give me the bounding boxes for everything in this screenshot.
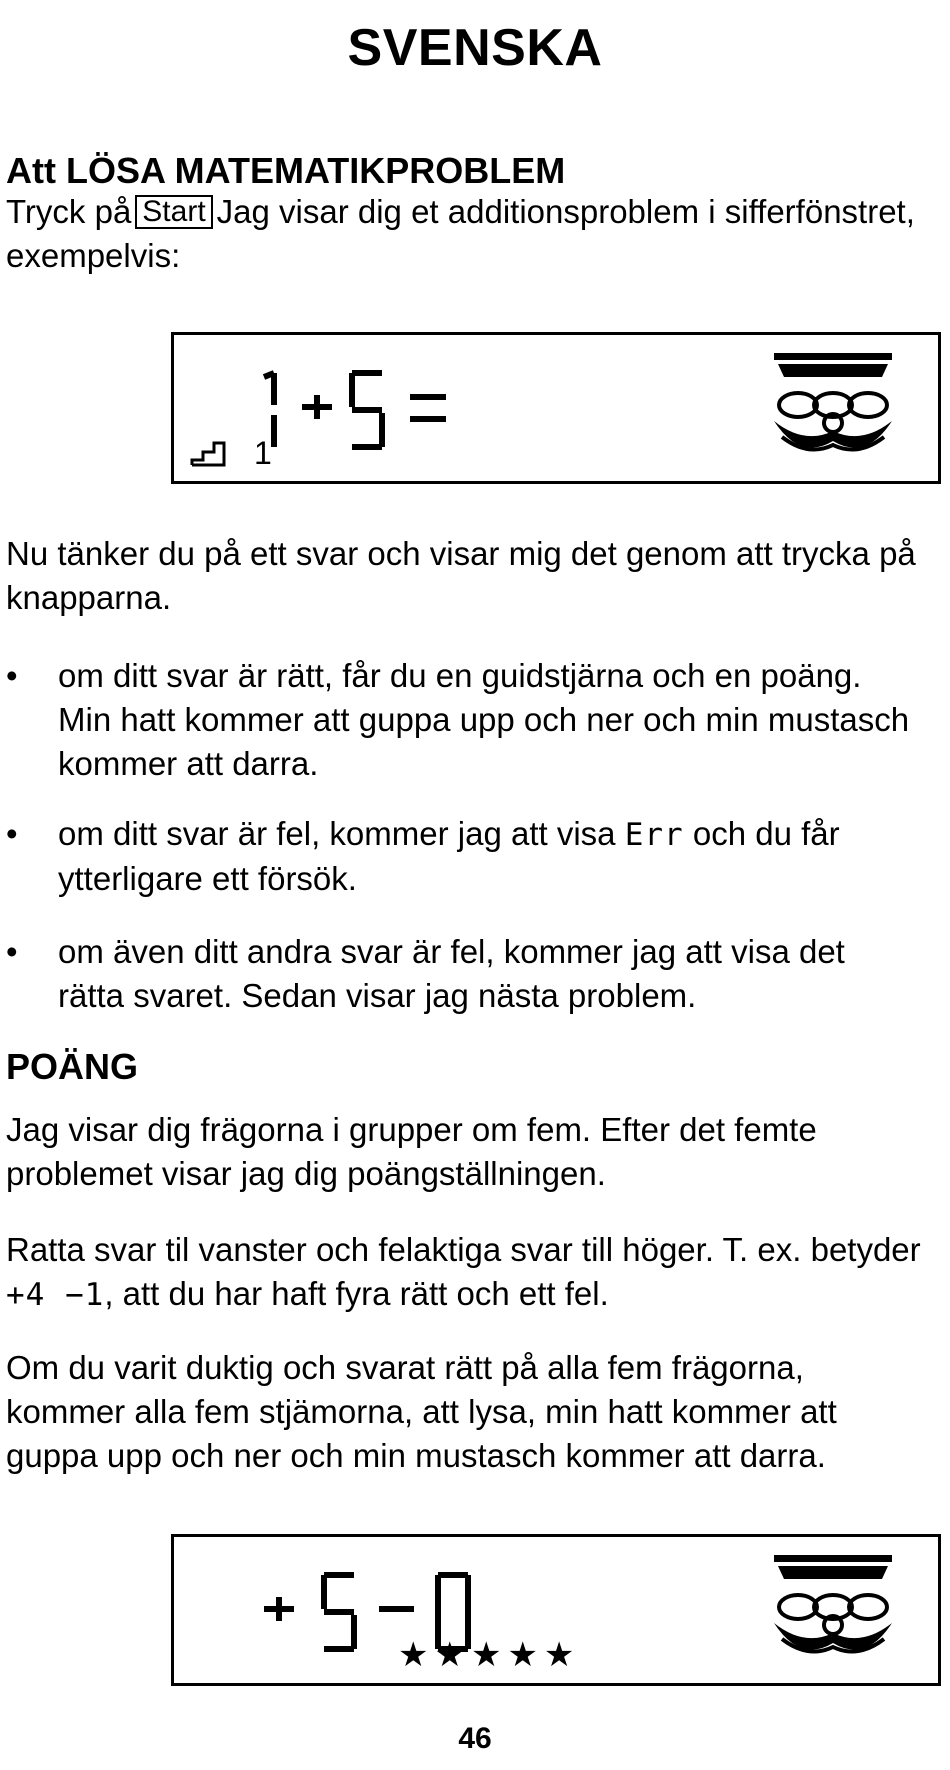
page-title: SVENSKA <box>347 19 603 77</box>
bullet-text-wrong <box>58 812 918 901</box>
bullet-text-correct: om ditt svar är rätt, får du en guidstjärna och en poäng. Min hatt kommer att guppa upp och ner och min mustasch kommer att darra. <box>58 657 910 782</box>
intro-text-before: Tryck på <box>6 193 132 230</box>
hat-glasses-mustache-icon <box>774 1555 892 1652</box>
star-indicators: ★★★★★ <box>398 1635 581 1675</box>
list-item-correct <box>6 654 936 788</box>
lcd-plus-sign <box>302 395 332 419</box>
score-paragraph <box>6 1228 931 1317</box>
step-icon <box>192 443 224 465</box>
level-number: 1 <box>254 435 272 471</box>
lcd-screen-1 <box>174 335 938 481</box>
bullet-dot: • <box>6 657 18 694</box>
start-key: Start <box>135 195 212 229</box>
lcd-display-problem <box>171 332 941 484</box>
list-item-second-wrong <box>6 930 936 1020</box>
lcd-display-score <box>171 1534 941 1686</box>
groups-paragraph: Jag visar dig frägorna i grupper om fem. Efter det femte problemet visar jag dig poängställningen. <box>6 1111 817 1192</box>
intro-paragraph <box>6 190 931 278</box>
bullet-text-wrong-before: om ditt svar är fel, kommer jag att visa <box>58 815 616 852</box>
score-example: +4 −1 <box>6 1277 105 1313</box>
lcd-equals-sign <box>410 397 446 419</box>
list-item-wrong <box>6 812 936 902</box>
score-text-after: , att du har haft fyra rätt och ett fel. <box>104 1275 609 1312</box>
section-heading-solve: Att LÖSA MATEMATIKPROBLEM <box>6 150 566 191</box>
bullet-text-wrong-after: och du får ytterligare ett försök. <box>58 815 840 897</box>
err-indicator: Err <box>624 817 684 853</box>
hat-glasses-mustache-icon <box>774 353 892 450</box>
intro-text-after: Jag visar dig et additionsproblem i sifferfönstret, exempelvis: <box>6 193 915 274</box>
bullet-dot: • <box>6 815 18 852</box>
bullet-text-second-wrong: om även ditt andra svar är fel, kommer jag att visa det rätta svaret. Sedan visar jag nästa problem. <box>58 933 845 1014</box>
bullet-dot: • <box>6 933 18 970</box>
perfect-paragraph: Om du varit duktig och svarat rätt på alla fem frägorna, kommer alla fem stjämorna, att lysa, min hatt kommer att guppa upp och ner och min mustasch kommer att darra. <box>6 1349 837 1474</box>
section-heading-score: POÄNG <box>6 1046 139 1087</box>
lcd-digit-5 <box>352 373 382 447</box>
lcd-digit-5 <box>324 1575 354 1649</box>
lcd-plus-sign <box>264 1597 294 1621</box>
page-number: 46 <box>458 1722 492 1755</box>
think-paragraph: Nu tänker du på ett svar och visar mig det genom att trycka på knapparna. <box>6 535 916 616</box>
score-text-line1: Ratta svar til vanster och felaktiga svar till höger. T. ex. betyder <box>6 1231 921 1268</box>
